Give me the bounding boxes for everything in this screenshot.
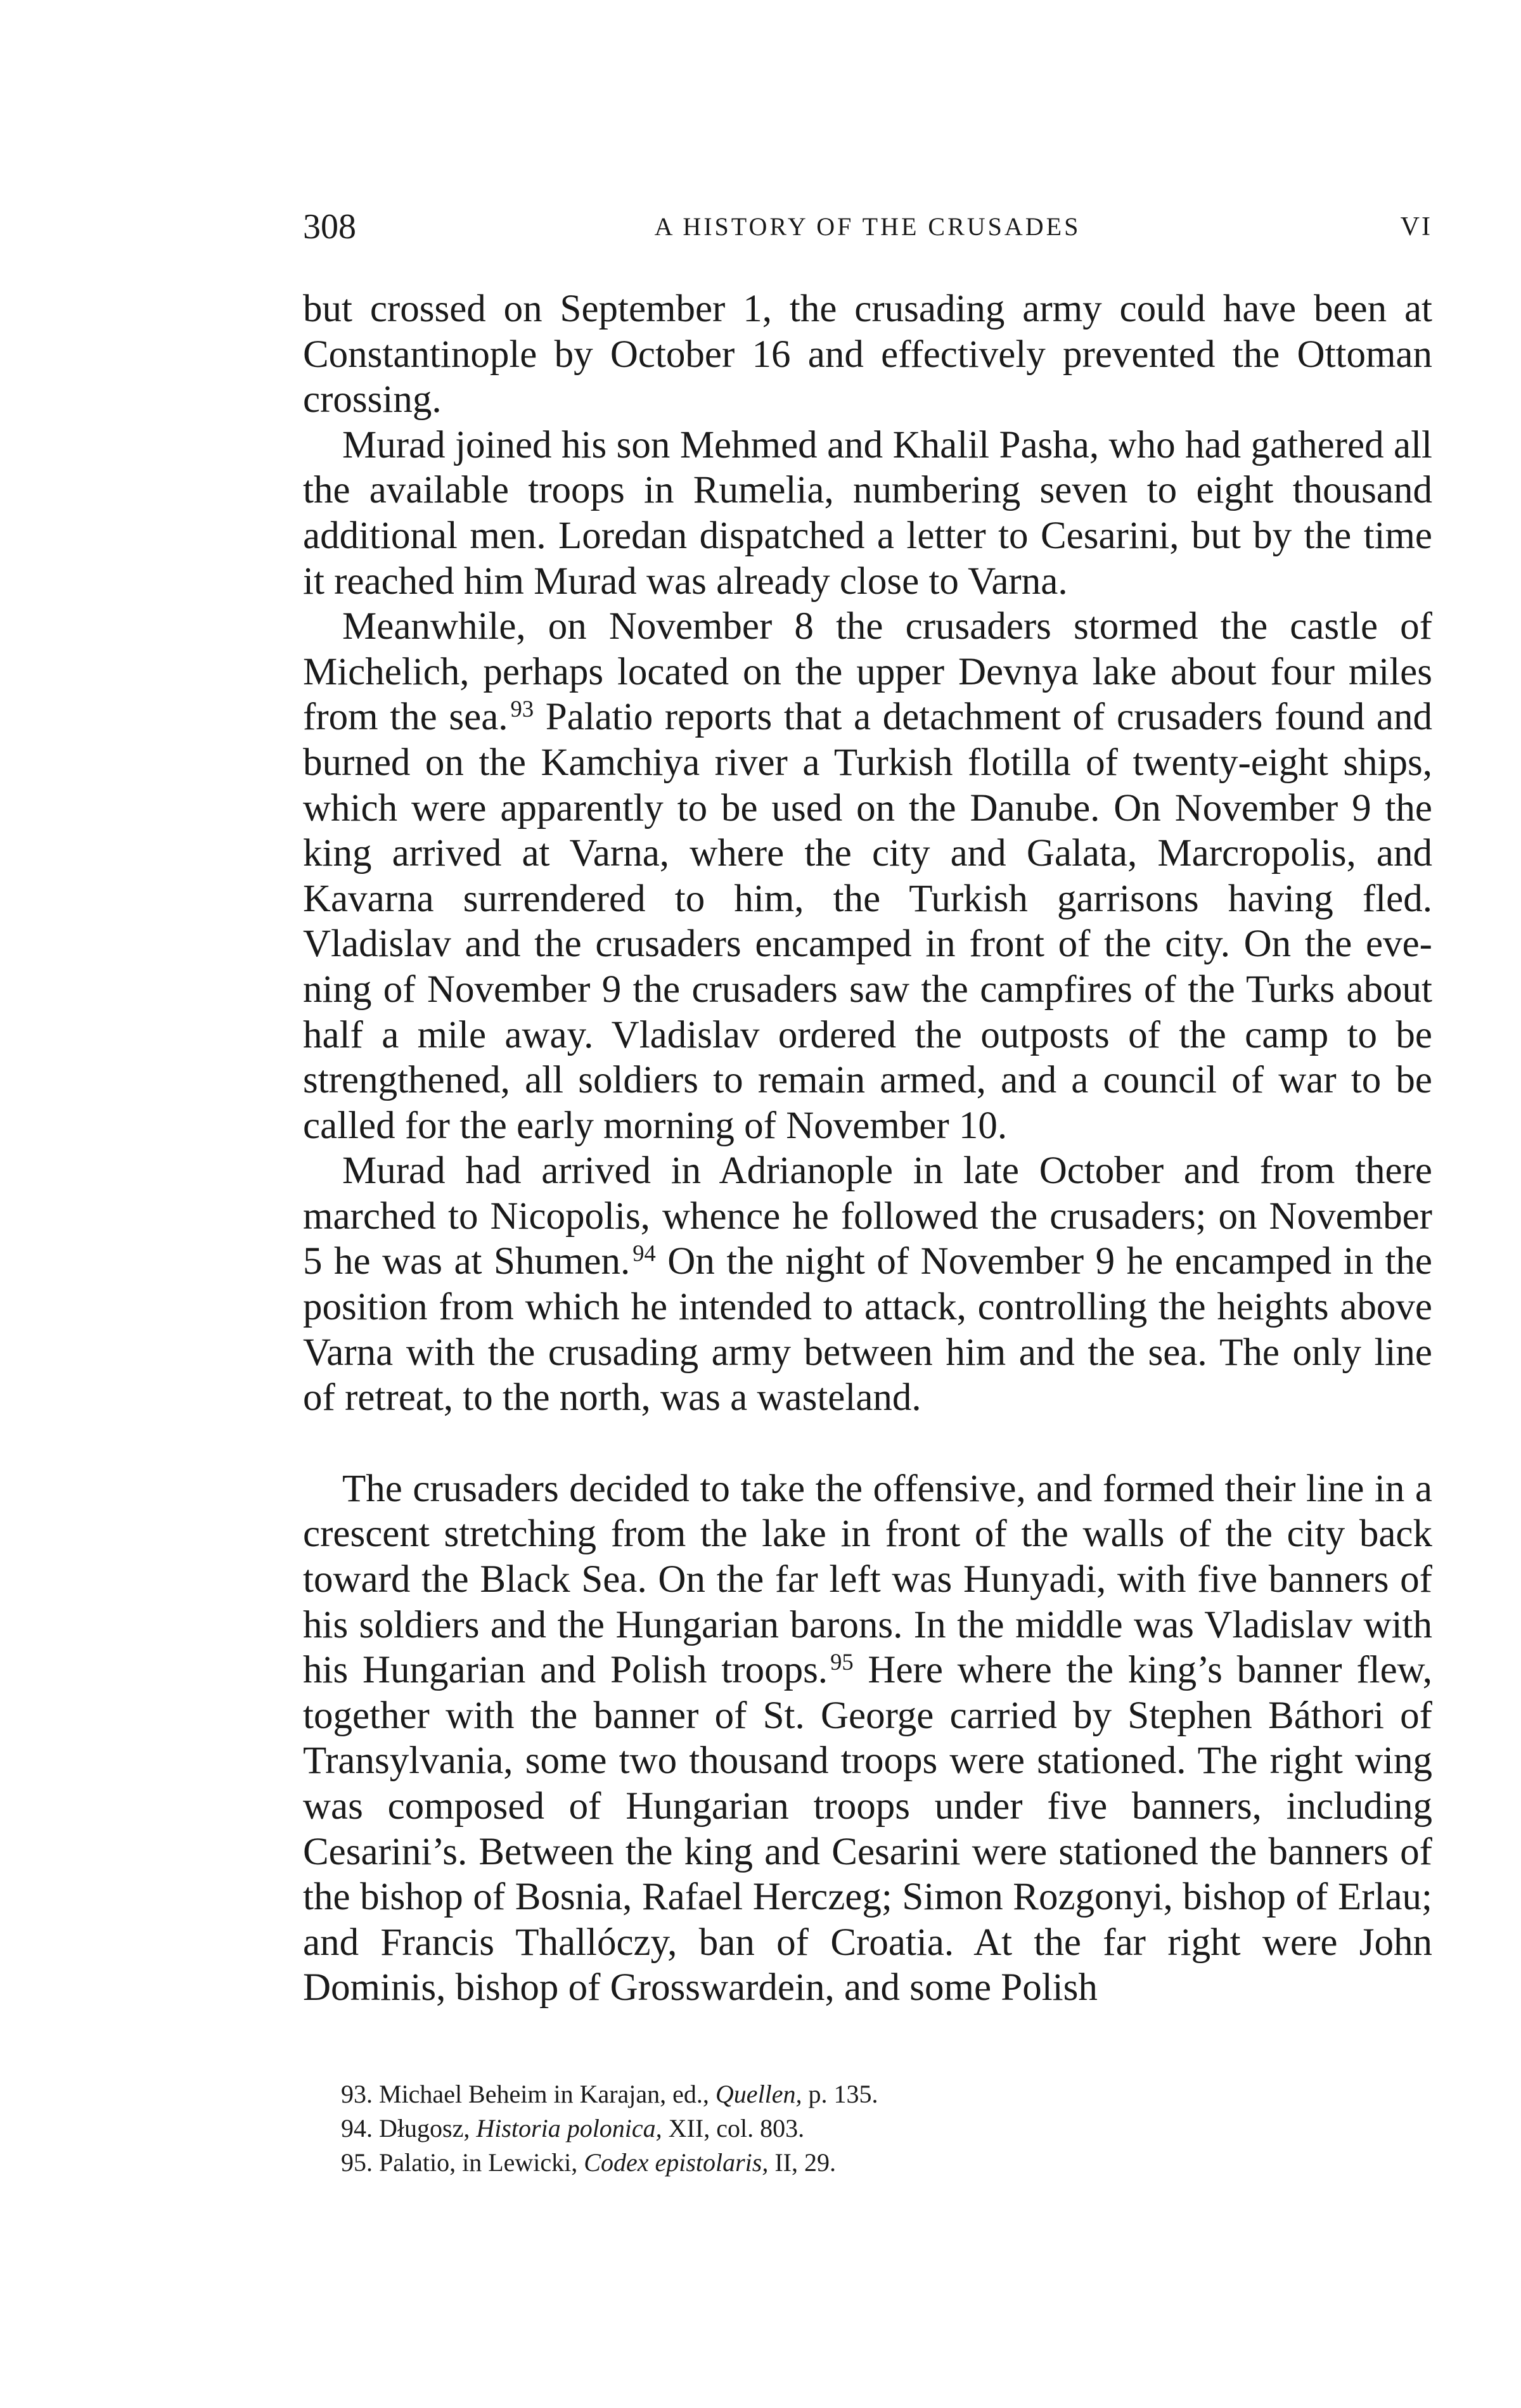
footnote-text: p. 135. xyxy=(802,2080,878,2108)
footnote-reference: 94 xyxy=(632,1240,656,1267)
footnote xyxy=(341,2111,1418,2146)
paragraph xyxy=(303,1466,1432,2011)
page-number: 308 xyxy=(303,207,356,247)
footnote-text: Długosz, xyxy=(379,2114,477,2142)
footnote-number: 94. xyxy=(341,2114,373,2142)
footnote-title: Quellen, xyxy=(715,2080,802,2108)
paragraph-text: The crusaders decided to take the offensive, and formed their line in a crescent stretching from the lake in front of the walls of the city back toward the Black Sea. On the far left was Hunyadi, with five banners of his soldiers and the Hungarian barons. In the middle was Vladislav with his Hungarian and Polish troops. xyxy=(303,1467,1432,1692)
footnote xyxy=(341,2077,1418,2111)
paragraph-text: Murad joined his son Mehmed and Khalil Pasha, who had gathered all the available troops in Rumelia, numbering seven to eight thousand additional men. Loredan dispatched a letter to Cesarini, but by the time it reached him Murad was already close to Varna. xyxy=(303,423,1432,603)
footnote-text: XII, col. 803. xyxy=(662,2114,805,2142)
paragraph xyxy=(303,423,1432,604)
paragraph-text: Palatio reports that a detachment of crusaders found and burned on the Kamchiya river a Turkish flotilla of twenty-eight ships, which were apparently to be used on the Danube. On November 9 the king arrived at Varna, where the city and Galata, Marcropolis, and Kavarna surrendered to him, the Turkish garrisons having fled. Vladislav and the crusaders encamped in front of the city. On the evening of November 9 the crusaders saw the campfires of the Turks about half a mile away. Vladislav ordered the outposts of the camp to be strengthened, all soldiers to remain armed, and a council of war to be called for the early morning of November 10. xyxy=(303,696,1432,1147)
footnote-reference: 95 xyxy=(830,1649,854,1675)
paragraph-text: Meanwhile, on November 8 the crusaders stormed the castle of Michelich, perhaps located on the upper Devnya lake about four miles from the sea. xyxy=(303,605,1432,739)
page-header xyxy=(303,202,1432,252)
footnote-number: 95. xyxy=(341,2148,373,2177)
paragraph-text: On the night of November 9 he encamped in the position from which he intended to attack, controlling the heights above Varna with the crusading army between him and the sea. The only line of retreat, to the north, was a wasteland. xyxy=(303,1240,1432,1419)
paragraph xyxy=(303,286,1432,423)
footnote-text: Palatio, in Lewicki, xyxy=(379,2148,584,2177)
volume-number: VI xyxy=(1400,212,1432,241)
body-text xyxy=(303,286,1432,2011)
paragraph xyxy=(303,1148,1432,1421)
running-head: A HISTORY OF THE CRUSADES xyxy=(654,212,1081,241)
footnote-text: II, 29. xyxy=(768,2148,836,2177)
paragraph-text: but crossed on September 1, the crusading army could have been at Constantinople by October 16 and effectively prevented the Ottoman crossing. xyxy=(303,288,1432,421)
footnote xyxy=(341,2146,1418,2180)
footnote-reference: 93 xyxy=(510,696,534,722)
footnote-title: Codex epistolaris, xyxy=(584,2148,769,2177)
footnotes xyxy=(341,2077,1418,2180)
footnote-text: Michael Beheim in Karajan, ed., xyxy=(379,2080,716,2108)
footnote-number: 93. xyxy=(341,2080,373,2108)
footnote-title: Historia polonica, xyxy=(476,2114,662,2142)
paragraph-text: Here where the king’s banner flew, together with the banner of St. George carried by Stephen Báthori of Transylvania, some two thousand troops were stationed. The right wing was composed of Hungarian troops under five banners, including Cesarini’s. Between the king and Cesarini were stationed the banners of the bishop of Bosnia, Rafael Herczeg; Simon Rozgonyi, bishop of Erlau; and Francis Thallóczy, ban of Croatia. At the far right were John Dominis, bishop of Grosswardein, and some Polish xyxy=(303,1649,1432,2009)
paragraph-text: Murad had arrived in Adrianople in late October and from there marched to Nicopolis, whence he followed the crusaders; on November 5 he was at Shumen. xyxy=(303,1150,1432,1283)
paragraph xyxy=(303,604,1432,1148)
